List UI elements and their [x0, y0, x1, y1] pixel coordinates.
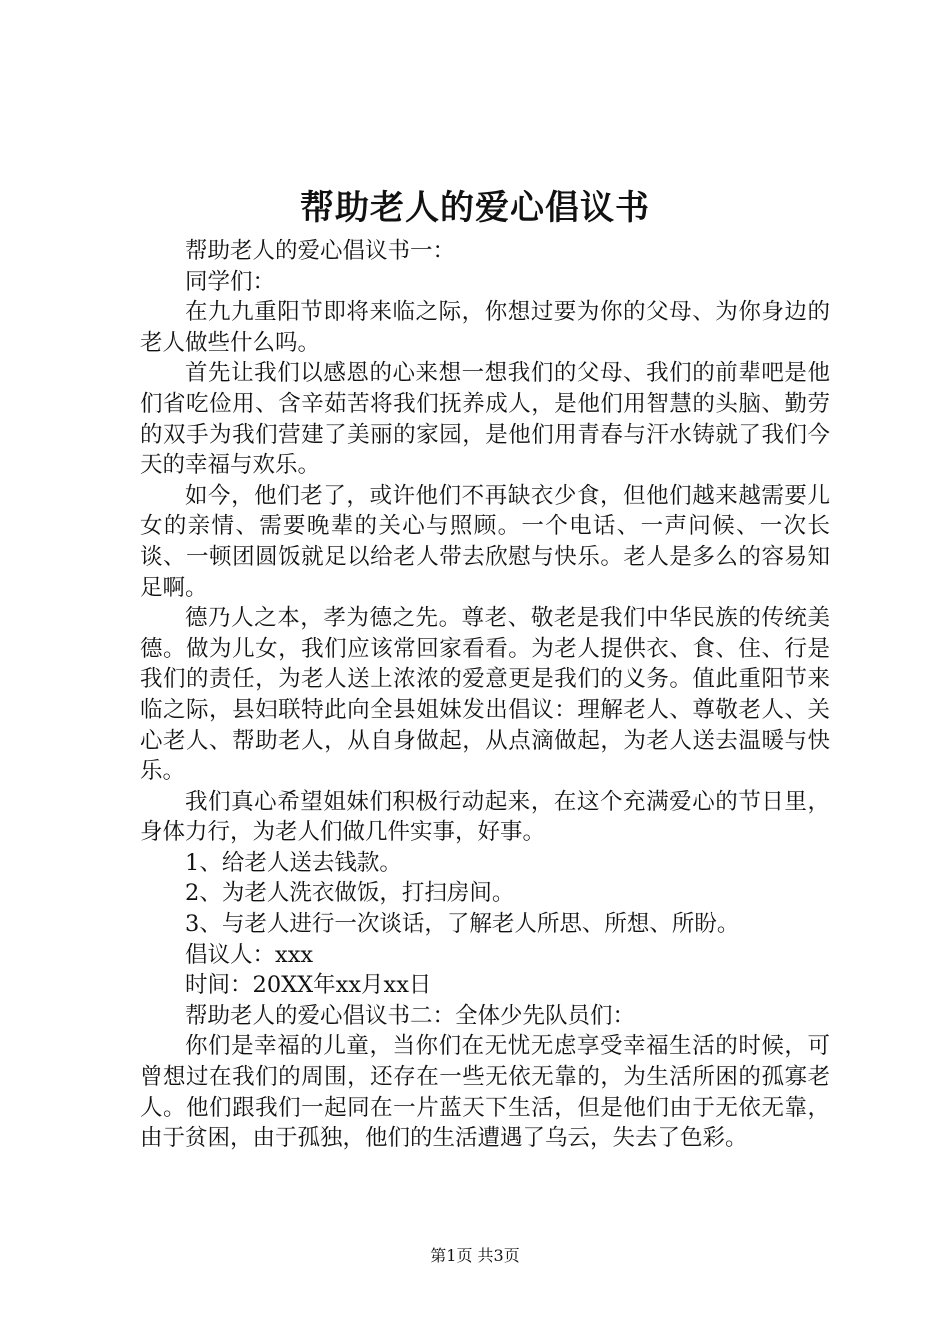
- page-footer: 第1页 共3页: [430, 1246, 520, 1265]
- list-item: 1、给老人送去钱款。: [185, 849, 402, 876]
- paragraph-salutation: 同学们：: [185, 268, 276, 295]
- paragraph: 德乃人之本，孝为德之先。尊老、敬老是我们中华民族的传统美德。做为儿女，我们应该常回家看看。为老人提供衣、食、住、行是我们的责任，为老人送上浓浓的爱意更是我们的义务。值此重阳节来临之际，县妇联特此向全县姐妹发出倡议：理解老人、尊敬老人、关心老人、帮助老人，从自身做起，从点滴做起，为老人送去温暖与快乐。: [140, 605, 830, 785]
- list-item: 2、为老人洗衣做饭，打扫房间。: [185, 880, 515, 907]
- document-title: 帮助老人的爱心倡议书: [300, 188, 650, 228]
- paragraph: 在九九重阳节即将来临之际，你想过要为你的父母、为你身边的老人做些什么吗。: [140, 299, 830, 356]
- paragraph: 首先让我们以感恩的心来想一想我们的父母、我们的前辈吧是他们省吃俭用、含辛茹苦将我们抚养成人，是他们用智慧的头脑、勤劳的双手为我们营建了美丽的家园，是他们用青春与汗水铸就了我们今天的幸福与欢乐。: [140, 360, 830, 479]
- document-body: [140, 236, 830, 1154]
- date-line: 时间：20XX年xx月xx日: [185, 972, 432, 999]
- paragraph: 我们真心希望姐妹们积极行动起来，在这个充满爱心的节日里，身体力行，为老人们做几件实事，好事。: [140, 788, 830, 846]
- paragraph: 如今，他们老了，或许他们不再缺衣少食，但他们越来越需要儿女的亲情、需要晚辈的关心与照顾。一个电话、一声问候、一次长谈、一顿团圆饭就足以给老人带去欣慰与快乐。老人是多么的容易知足啊。: [140, 482, 830, 601]
- paragraph: 你们是幸福的儿童，当你们在无忧无虑享受幸福生活的时候，可曾想过在我们的周围，还存在一些无依无靠的，为生活所困的孤寡老人。他们跟我们一起同在一片蓝天下生活，但是他们由于无依无靠，由于贫困，由于孤独，他们的生活遭遇了乌云，失去了色彩。: [140, 1033, 830, 1152]
- list-item: 3、与老人进行一次谈话，了解老人所思、所想、所盼。: [185, 911, 740, 938]
- paragraph-section-heading-2: 帮助老人的爱心倡议书二：全体少先队员们：: [185, 1002, 636, 1029]
- paragraph-section-heading-1: 帮助老人的爱心倡议书一：: [185, 238, 456, 264]
- signature-line: 倡议人：xxx: [185, 941, 314, 968]
